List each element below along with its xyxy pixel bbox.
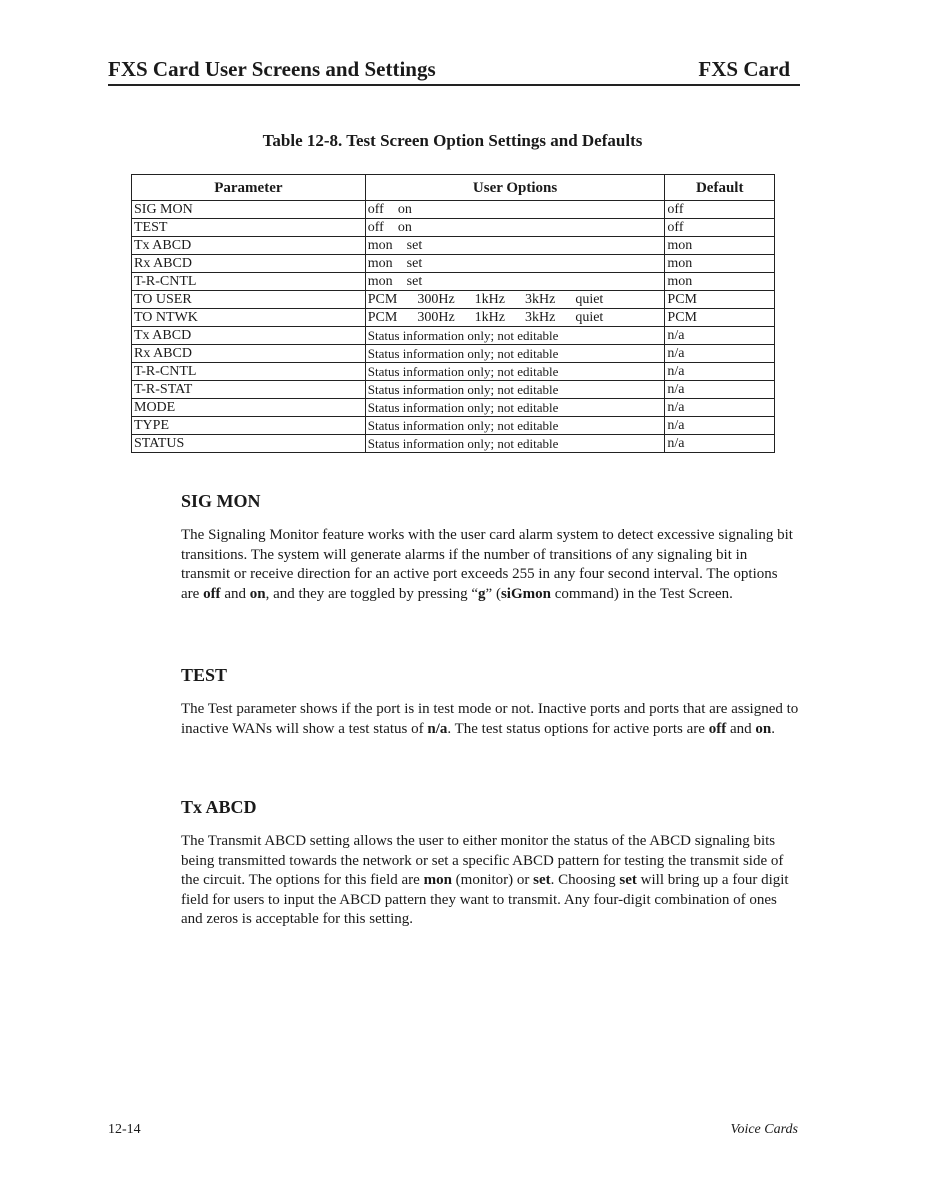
default-cell: n/a: [665, 363, 775, 381]
option-value: set: [406, 273, 423, 289]
param-cell: SIG MON: [132, 201, 366, 219]
param-cell: Tx ABCD: [132, 237, 366, 255]
option-value: quiet: [575, 309, 604, 325]
table-row: [132, 363, 775, 381]
chapter-name: Voice Cards: [730, 1122, 798, 1137]
options-cell: [365, 201, 665, 219]
table-row: [132, 201, 775, 219]
default-cell: mon: [665, 237, 775, 255]
options-cell: Status information only; not editable: [365, 363, 665, 381]
option-value: 300Hz: [417, 291, 455, 307]
options-cell: Status information only; not editable: [365, 327, 665, 345]
param-cell: TO USER: [132, 291, 366, 309]
table-row: [132, 273, 775, 291]
table-row: [132, 327, 775, 345]
option-value: set: [406, 255, 423, 271]
options-cell: [365, 291, 665, 309]
param-cell: Tx ABCD: [132, 327, 366, 345]
options-cell: [365, 219, 665, 237]
table-row: [132, 291, 775, 309]
option-value: PCM: [367, 309, 398, 325]
option-value: set: [406, 237, 423, 253]
options-cell: Status information only; not editable: [365, 399, 665, 417]
section-tx-abcd: [181, 796, 799, 930]
table-row: [132, 255, 775, 273]
section-body: The Test parameter shows if the port is in test mode or not. Inactive ports and ports that are assigned to inactive WANs will show a test status of n/a. The test status options for active ports are off and on.: [181, 701, 799, 737]
default-cell: mon: [665, 255, 775, 273]
table-row: [132, 219, 775, 237]
param-cell: T-R-CNTL: [132, 273, 366, 291]
default-cell: off: [665, 219, 775, 237]
option-value: 1kHz: [474, 309, 505, 325]
table-row: [132, 435, 775, 453]
default-cell: PCM: [665, 309, 775, 327]
options-cell: [365, 273, 665, 291]
option-value: on: [397, 219, 412, 235]
default-cell: off: [665, 201, 775, 219]
section-heading: Tx ABCD: [181, 797, 257, 817]
section-test: [181, 664, 799, 739]
table-row: [132, 237, 775, 255]
table-row: [132, 381, 775, 399]
page-header: [108, 56, 800, 86]
option-value: PCM: [367, 291, 398, 307]
table-caption: Table 12-8. Test Screen Option Settings and Defaults: [262, 131, 643, 150]
options-cell: Status information only; not editable: [365, 381, 665, 399]
section-heading: SIG MON: [181, 491, 261, 511]
options-cell: [365, 255, 665, 273]
param-cell: MODE: [132, 399, 366, 417]
default-cell: n/a: [665, 345, 775, 363]
param-cell: Rx ABCD: [132, 255, 366, 273]
options-cell: [365, 237, 665, 255]
option-value: mon: [367, 273, 393, 289]
default-cell: n/a: [665, 417, 775, 435]
option-value: quiet: [575, 291, 604, 307]
param-cell: TEST: [132, 219, 366, 237]
header-user-options: User Options: [365, 175, 665, 201]
header-card-name: FXS Card: [698, 57, 790, 81]
section-heading: TEST: [181, 665, 228, 685]
option-value: mon: [367, 237, 393, 253]
option-value: off: [367, 201, 384, 217]
default-cell: n/a: [665, 399, 775, 417]
option-value: on: [397, 201, 412, 217]
option-value: 1kHz: [474, 291, 505, 307]
option-value: mon: [367, 255, 393, 271]
param-cell: STATUS: [132, 435, 366, 453]
header-parameter: Parameter: [132, 175, 366, 201]
table-row: [132, 345, 775, 363]
option-value: 3kHz: [525, 291, 556, 307]
options-cell: Status information only; not editable: [365, 345, 665, 363]
table-row: [132, 399, 775, 417]
section-body: The Signaling Monitor feature works with the user card alarm system to detect excessive signaling bit transitions. The system will generate alarms if the number of transitions of any signaling bit in transmit or receive direction for an active port exceeds 255 in any four second interval. The options are off and on, and they are toggled by pressing “g” (siGmon command) in the Test Screen.: [181, 527, 793, 602]
option-value: off: [367, 219, 384, 235]
param-cell: T-R-CNTL: [132, 363, 366, 381]
header-default: Default: [665, 175, 775, 201]
table-header-row: [132, 175, 775, 201]
table-row: [132, 309, 775, 327]
param-cell: T-R-STAT: [132, 381, 366, 399]
options-cell: [365, 309, 665, 327]
table-row: [132, 417, 775, 435]
default-cell: mon: [665, 273, 775, 291]
param-cell: TO NTWK: [132, 309, 366, 327]
default-cell: n/a: [665, 327, 775, 345]
param-cell: Rx ABCD: [132, 345, 366, 363]
default-cell: n/a: [665, 381, 775, 399]
option-value: 300Hz: [417, 309, 455, 325]
header-title: FXS Card User Screens and Settings: [108, 57, 436, 81]
param-cell: TYPE: [132, 417, 366, 435]
options-cell: Status information only; not editable: [365, 435, 665, 453]
default-cell: n/a: [665, 435, 775, 453]
options-cell: Status information only; not editable: [365, 417, 665, 435]
section-body: The Transmit ABCD setting allows the user to either monitor the status of the ABCD signaling bits being transmitted towards the network or set a specific ABCD pattern for testing the transmit side of the circuit. The options for this field are mon (monitor) or set. Choosing set will bring up a four digit field for users to input the ABCD pattern they want to transmit. Any four-digit combination of ones and zeros is acceptable for this setting.: [181, 833, 789, 927]
section-sig-mon: [181, 490, 799, 604]
settings-table: [131, 174, 775, 453]
page-number: 12-14: [108, 1122, 141, 1137]
option-value: 3kHz: [525, 309, 556, 325]
default-cell: PCM: [665, 291, 775, 309]
